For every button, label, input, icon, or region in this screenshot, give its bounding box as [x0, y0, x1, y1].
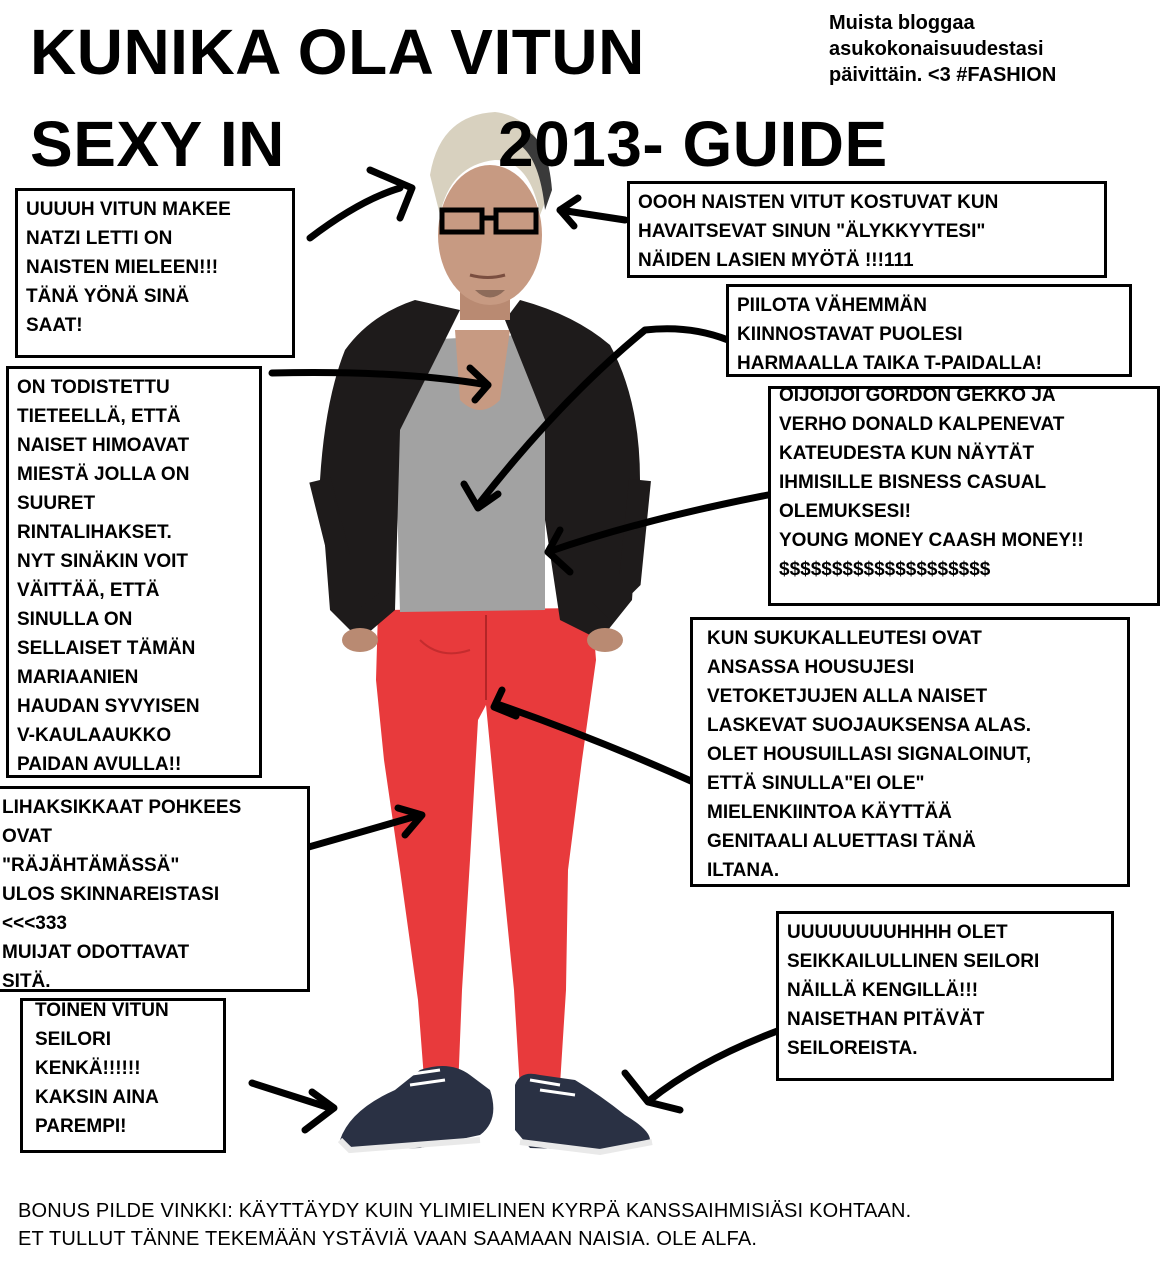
box-line: NYT SINÄKIN VOIT	[17, 551, 189, 572]
box-line: SEILOREISTA.	[787, 1038, 918, 1059]
right-shoe-annotation-box	[776, 911, 1114, 1081]
box-line: OVAT	[2, 826, 52, 847]
sailor-shoes	[340, 1066, 652, 1152]
box-line: SUURET	[17, 493, 96, 514]
box-line: TIETEELLÄ, ETTÄ	[17, 406, 181, 427]
box-line: TÄNÄ YÖNÄ SINÄ	[26, 286, 190, 307]
box-line: IHMISILLE BISNESS CASUAL	[779, 472, 1047, 493]
box-line: UUUUH VITUN MAKEE	[26, 199, 231, 220]
box-line: NAISET HIMOAVAT	[17, 435, 190, 456]
box-line: SEIKKAILULLINEN SEILORI	[787, 951, 1040, 972]
pants-annotation-box	[690, 617, 1130, 887]
red-pants	[376, 608, 596, 1092]
box-line: VETOKETJUJEN ALLA NAISET	[707, 686, 988, 707]
corner-note	[829, 10, 1056, 88]
glasses-annotation-box	[627, 181, 1107, 278]
box-line: MUIJAT ODOTTAVAT	[2, 942, 190, 963]
box-line: $$$$$$$$$$$$$$$$$$$$	[779, 559, 991, 580]
box-line: LIHAKSIKKAAT POHKEES	[2, 797, 242, 818]
box-line: <<<333	[2, 913, 67, 934]
box-line: HARMAALLA TAIKA T-PAIDALLA!	[737, 353, 1043, 374]
box-line: SELLAISET TÄMÄN	[17, 638, 196, 659]
box-line: PIILOTA VÄHEMMÄN	[737, 295, 927, 316]
box-line: MARIAANIEN	[17, 667, 139, 688]
box-line: PAIDAN AVULLA!!	[17, 754, 182, 775]
bonus-tip-line: BONUS PILDE VINKKI: KÄYTTÄYDY KUIN YLIMIELINEN KYRPÄ KANSSAIHMISIÄSI KOHTAAN.	[18, 1200, 912, 1222]
blazer-annotation-box	[768, 386, 1160, 606]
box-line: ULOS SKINNAREISTASI	[2, 884, 220, 905]
box-line: TOINEN VITUN	[35, 1000, 169, 1021]
chest-annotation-box	[6, 366, 262, 778]
box-line: VERHO DONALD KALPENEVAT	[779, 414, 1065, 435]
box-line: SEILORI	[35, 1029, 112, 1050]
corner-note-line: asukokonaisuudestasi	[829, 38, 1044, 60]
box-line: KATEUDESTA KUN NÄYTÄT	[779, 443, 1035, 464]
box-line: NÄILLÄ KENGILLÄ!!!	[787, 980, 979, 1001]
calves-annotation-box	[0, 786, 310, 992]
page-title-line2-start: SEXY IN	[30, 108, 285, 180]
corner-note-line: päivittäin. <3 #FASHION	[829, 64, 1057, 86]
bonus-tip	[18, 1197, 911, 1253]
box-line: ON TODISTETTU	[17, 377, 170, 398]
bonus-tip-line: ET TULLUT TÄNNE TEKEMÄÄN YSTÄVIÄ VAAN SAAMAAN NAISIA. OLE ALFA.	[18, 1228, 758, 1250]
page-title-line2-end: 2013- GUIDE	[498, 108, 888, 180]
box-line: LASKEVAT SUOJAUKSENSA ALAS.	[707, 715, 1032, 736]
box-line: "RÄJÄHTÄMÄSSÄ"	[2, 855, 180, 876]
box-line: NAISTEN MIELEEN!!!	[26, 257, 219, 278]
page-title-line1: KUNIKA OLA VITUN	[30, 16, 645, 88]
box-line: KENKÄ!!!!!!	[35, 1058, 141, 1079]
box-line: HAUDAN SYVYISEN	[17, 696, 200, 717]
box-line: RINTALIHAKSET.	[17, 522, 172, 543]
box-line: YOUNG MONEY CAASH MONEY!!	[779, 530, 1084, 551]
box-line: OLEMUKSESI!	[779, 501, 911, 522]
box-line: SITÄ.	[2, 971, 51, 992]
box-line: V-KAULAAUKKO	[17, 725, 172, 746]
box-line: KAKSIN AINA	[35, 1087, 159, 1108]
box-line: MIESTÄ JOLLA ON	[17, 464, 190, 485]
box-line: UUUUUUUUHHHH OLET	[787, 922, 1008, 943]
box-line: NATZI LETTI ON	[26, 228, 173, 249]
tshirt-annotation-box	[726, 284, 1132, 377]
box-line: GENITAALI ALUETTASI TÄNÄ	[707, 831, 976, 852]
box-line: ANSASSA HOUSUJESI	[707, 657, 915, 678]
box-line: HAVAITSEVAT SINUN "ÄLYKKYYTESI"	[638, 221, 986, 242]
box-line: OLET HOUSUILLASI SIGNALOINUT,	[707, 744, 1032, 765]
left-shoe-annotation-box	[20, 998, 226, 1153]
box-line: SINULLA ON	[17, 609, 133, 630]
box-line: KUN SUKUKALLEUTESI OVAT	[707, 628, 982, 649]
hair-annotation-box	[15, 188, 295, 358]
box-line: SAAT!	[26, 315, 83, 336]
corner-note-line: Muista bloggaa	[829, 12, 975, 34]
box-line: KIINNOSTAVAT PUOLESI	[737, 324, 963, 345]
box-line: MIELENKIINTOA KÄYTTÄÄ	[707, 802, 952, 823]
box-line: NÄIDEN LASIEN MYÖTÄ !!!111	[638, 250, 914, 271]
box-line: OOOH NAISTEN VITUT KOSTUVAT KUN	[638, 192, 999, 213]
box-line: NAISETHAN PITÄVÄT	[787, 1009, 985, 1030]
box-line: PAREMPI!	[35, 1116, 127, 1137]
box-line: ETTÄ SINULLA"EI OLE"	[707, 773, 925, 794]
box-line: VÄITTÄÄ, ETTÄ	[17, 580, 160, 601]
box-line: ILTANA.	[707, 860, 780, 881]
box-line: OIJOIJOI GORDON GEKKO JA	[779, 386, 1056, 406]
